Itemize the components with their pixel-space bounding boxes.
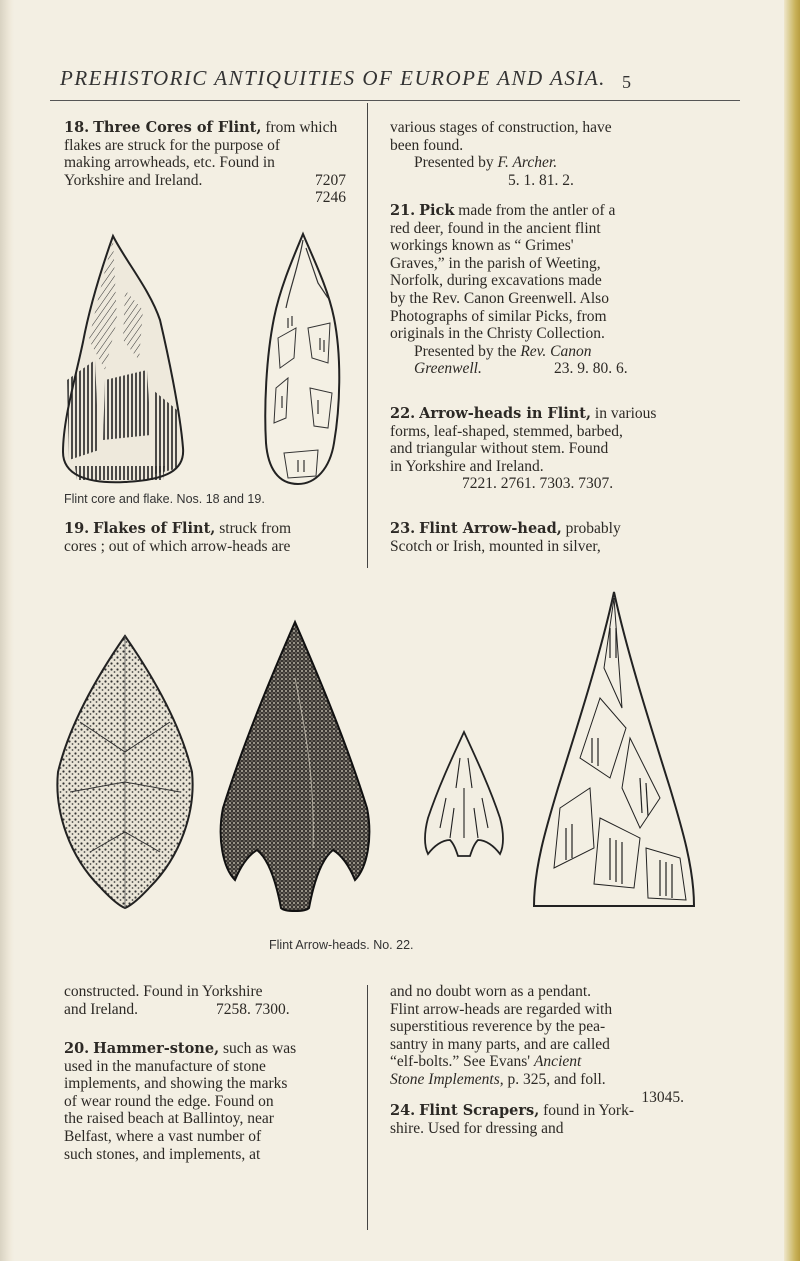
- entry-number: 18.: [64, 119, 90, 136]
- entry-number: 21.: [390, 202, 416, 219]
- entry-text: made from the antler of a: [458, 202, 616, 219]
- entry-text: Graves,” in the parish of Weeting,: [390, 254, 601, 272]
- entry-heading: Pick: [419, 202, 455, 219]
- entry-text: Belfast, where a vast number of: [64, 1127, 262, 1145]
- entry-text: and triangular without stem. Found: [390, 440, 609, 458]
- entry-text: forms, leaf-shaped, stemmed, barbed,: [390, 422, 623, 440]
- entry-text: flakes are struck for the purpose of: [64, 136, 281, 154]
- entry-number: 23.: [390, 520, 416, 537]
- entry-text: originals in the Christy Collection.: [390, 325, 605, 343]
- catalogue-number: 7221. 2761. 7303. 7307.: [462, 475, 614, 493]
- entry-text: making arrowheads, etc. Found in: [64, 154, 275, 172]
- presenter-name: F. Archer.: [497, 154, 558, 172]
- entry-18-19-continued: [390, 119, 684, 189]
- entry-text: Scotch or Irish, mounted in silver,: [390, 537, 601, 555]
- presenter-name: Rev. Canon: [520, 342, 592, 360]
- entry-text: shire. Used for dressing and: [390, 1119, 564, 1137]
- entry-23: [390, 520, 684, 555]
- entry-text: p. 325, and foll.: [507, 1070, 606, 1088]
- entry-text: such stones, and implements, at: [64, 1145, 261, 1163]
- entry-text: probably: [565, 520, 621, 537]
- entry-number: 20.: [64, 1040, 90, 1057]
- presenter-name: Greenwell.: [414, 360, 482, 378]
- entry-heading: Arrow-heads in Flint,: [419, 405, 592, 422]
- entry-text: implements, and showing the marks: [64, 1075, 288, 1093]
- entry-number: 24.: [390, 1102, 416, 1119]
- entry-text: workings known as “ Grimes': [390, 237, 574, 255]
- entry-text: Flint arrow-heads are regarded with: [390, 1000, 613, 1018]
- entry-heading: Three Cores of Flint,: [93, 119, 262, 136]
- catalogue-number: 13045.: [641, 1088, 684, 1106]
- column-divider-top: [367, 103, 368, 568]
- page-number: 5: [622, 72, 631, 92]
- entry-19-continued: [64, 983, 348, 1018]
- book-title: Ancient: [533, 1053, 582, 1071]
- entry-text: constructed. Found in Yorkshire: [64, 983, 263, 1000]
- entry-22: [390, 405, 684, 493]
- triangular-arrowhead-drawing: [530, 588, 698, 913]
- flint-flake-drawing: [258, 228, 348, 490]
- entry-text: the raised beach at Ballintoy, near: [64, 1110, 274, 1128]
- gilt-page-edge: [784, 0, 800, 1261]
- entry-heading: Flint Arrow-head,: [419, 520, 562, 537]
- entry-text: struck from: [219, 520, 292, 537]
- entry-text: such as was: [223, 1040, 297, 1057]
- small-barbed-arrowhead-drawing: [420, 728, 508, 858]
- book-title: Stone Implements,: [390, 1070, 504, 1088]
- entry-text: and no doubt worn as a pendant.: [390, 983, 592, 1000]
- entry-text: been found.: [390, 136, 464, 154]
- accession-date: 5. 1. 81. 2.: [508, 171, 574, 189]
- catalogue-number: 7207: [315, 171, 346, 189]
- figure-caption: Flint core and flake. Nos. 18 and 19.: [64, 492, 265, 506]
- entry-text: used in the manufacture of stone: [64, 1057, 266, 1075]
- entry-text: and Ireland.: [64, 1000, 139, 1018]
- entry-heading: Hammer-stone,: [93, 1040, 220, 1057]
- entry-text: in Yorkshire and Ireland.: [390, 457, 544, 475]
- page-edge-left: [0, 0, 14, 1261]
- entry-21: [390, 202, 684, 378]
- entry-text: found in York-: [543, 1102, 634, 1119]
- entry-number: 22.: [390, 405, 416, 422]
- entry-19: [64, 520, 346, 555]
- header-rule: [50, 100, 740, 101]
- entry-20: [64, 1040, 348, 1163]
- entry-18: [64, 119, 346, 207]
- presented-by: Presented by the: [414, 342, 517, 360]
- figure-caption: Flint Arrow-heads. No. 22.: [269, 938, 414, 952]
- entry-text: Norfolk, during excavations made: [390, 272, 602, 290]
- entry-text: santry in many parts, and are called: [390, 1035, 610, 1053]
- entry-text: Photographs of similar Picks, from: [390, 307, 607, 325]
- entry-text: “elf-bolts.” See Evans': [390, 1053, 531, 1071]
- entry-text: various stages of construction, have: [390, 119, 612, 136]
- entry-text: in various: [594, 405, 657, 422]
- entry-text: red deer, found in the ancient flint: [390, 219, 601, 237]
- entry-text: cores ; out of which arrow-heads are: [64, 537, 291, 555]
- entry-text: superstitious reverence by the pea-: [390, 1018, 606, 1036]
- entry-heading: Flint Scrapers,: [419, 1102, 540, 1119]
- catalogue-number: 7258. 7300.: [216, 1000, 290, 1018]
- entry-text: of wear round the edge. Found on: [64, 1092, 274, 1110]
- entry-text: Yorkshire and Ireland.: [64, 171, 203, 189]
- column-divider-bottom: [367, 985, 368, 1230]
- entry-heading: Flakes of Flint,: [93, 520, 216, 537]
- accession-date: 23. 9. 80. 6.: [554, 360, 628, 378]
- entry-number: 19.: [64, 520, 90, 537]
- running-head: PREHISTORIC ANTIQUITIES OF EUROPE AND ASIA.: [60, 66, 606, 90]
- entry-text: from which: [265, 119, 338, 136]
- catalogue-number: 7246: [315, 189, 346, 207]
- leaf-shaped-arrowhead-drawing: [50, 632, 200, 910]
- flint-core-drawing: [55, 230, 195, 490]
- entry-text: by the Rev. Canon Greenwell. Also: [390, 289, 609, 307]
- entry-24: [390, 1102, 684, 1137]
- presented-by: Presented by: [414, 154, 494, 172]
- entry-23-continued: [390, 983, 684, 1106]
- barbed-stemmed-arrowhead-drawing: [205, 618, 385, 918]
